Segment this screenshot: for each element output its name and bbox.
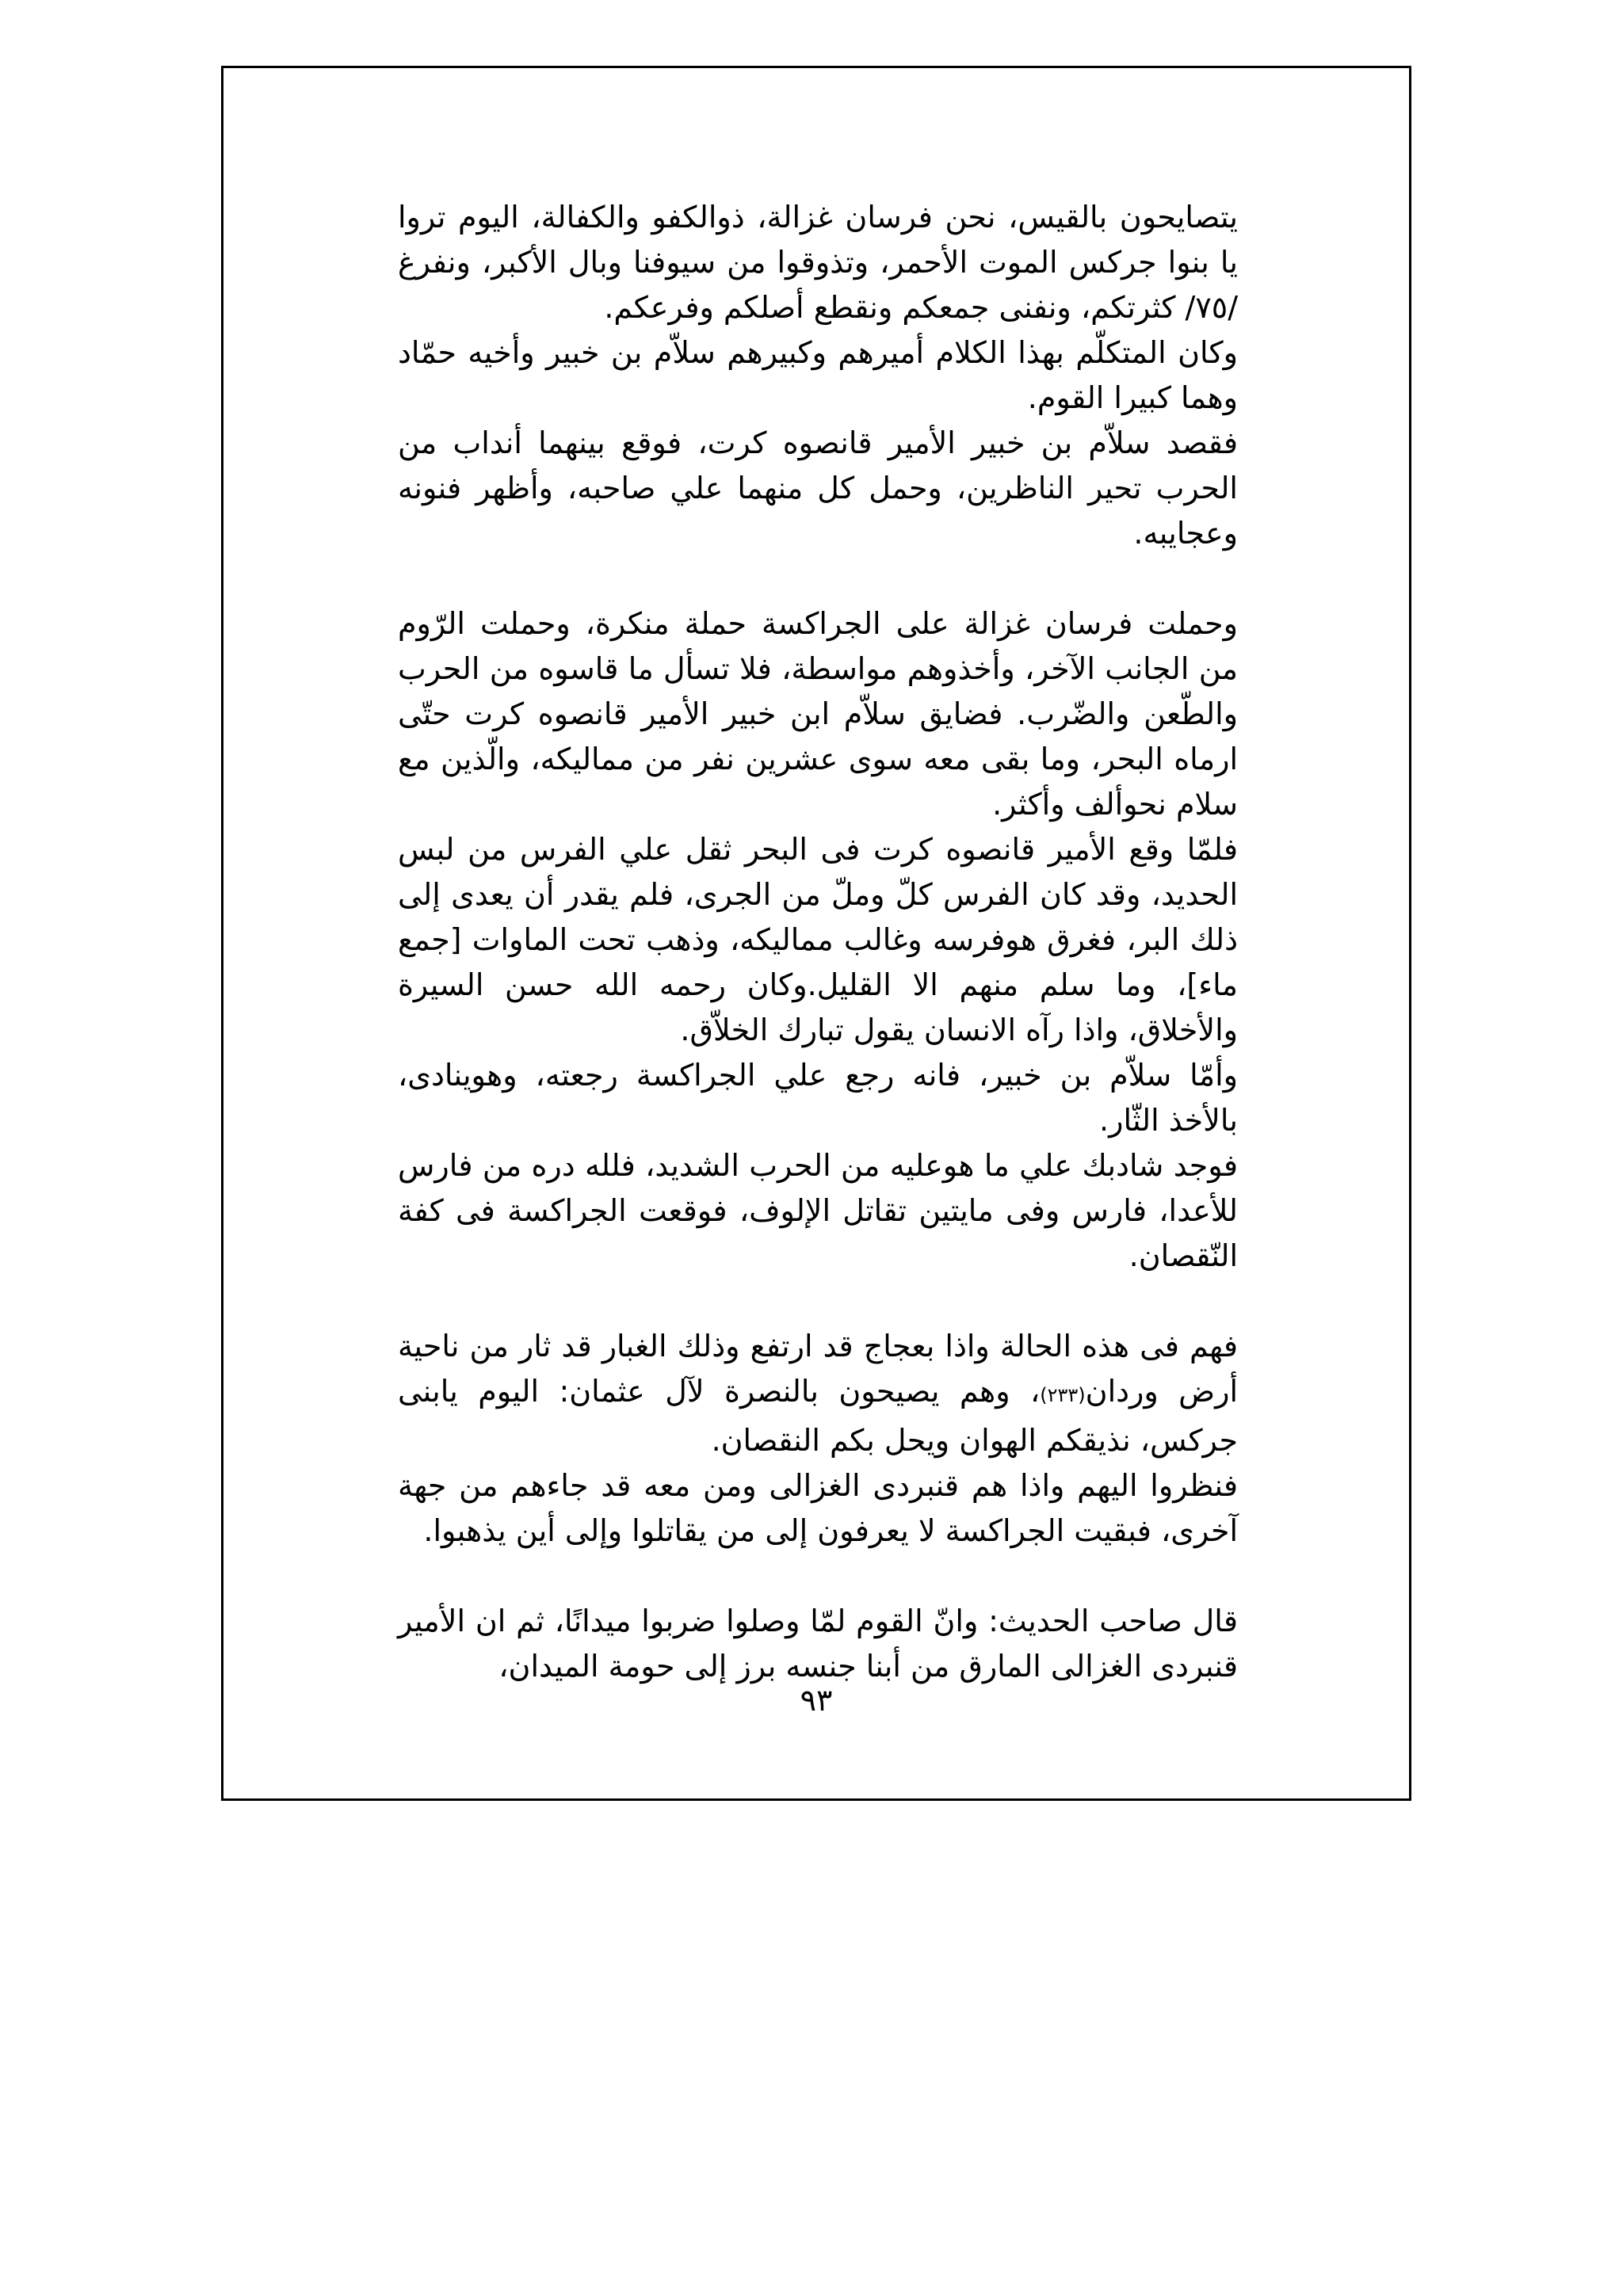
- paragraph-gap: [398, 1279, 1238, 1324]
- paragraph-text: فهم فى هذه الحالة واذا بعجاج قد ارتفع وذلك الغبار قد ثار من ناحية أرض وردان: [398, 1329, 1239, 1409]
- paragraph-text: ، وهم يصيحون بالنصرة لآل عثمان: اليوم يابنى جركس، نذيقكم الهوان ويحل بكم النقصان.: [398, 1374, 1238, 1458]
- paragraph-gap: [398, 1554, 1238, 1599]
- paragraph: فنظروا اليهم واذا هم قنبردى الغزالى ومن معه قد جاءهم من جهة آخرى، فبقيت الجراكسة لا يعرفون إلى من يقاتلوا وإلى أين يذهبوا.: [398, 1468, 1238, 1548]
- body-text: [398, 195, 1238, 1689]
- paragraph: [398, 1324, 1238, 1463]
- paragraph: وأمّا سلاّم بن خبير، فانه رجع علي الجراكسة رجعته، وهوينادى، بالأخذ الثّار.: [398, 1058, 1238, 1138]
- paragraph: فقصد سلاّم بن خبير الأمير قانصوه كرت، فوقع بينهما أنداب من الحرب تحير الناظرين، وحمل كل منهما علي صاحبه، وأظهر فنونه وعجايبه.: [398, 425, 1238, 551]
- paragraph-gap: [398, 556, 1238, 601]
- paragraph: وكان المتكلّم بهذا الكلام أميرهم وكبيرهم سلاّم بن خبير وأخيه حمّاد وهما كبيرا القوم.: [398, 335, 1238, 415]
- footnote-marker: (٢٣٣): [1040, 1384, 1086, 1406]
- paragraph: قال صاحب الحديث: وانّ القوم لمّا وصلوا ضربوا ميدانًا، ثم ان الأمير قنبردى الغزالى المارق من أبنا جنسه برز إلى حومة الميدان،: [398, 1604, 1238, 1684]
- page-number: ٩٣: [800, 1683, 833, 1718]
- page-frame: [221, 66, 1411, 1801]
- paragraph: يتصايحون بالقيس، نحن فرسان غزالة، ذوالكفو والكفالة، اليوم تروا يا بنوا جركس الموت الأحمر، وتذوقوا من سيوفنا وبال الأكبر، ونفرغ /٧٥/ كثرتكم، ونفنى جمعكم ونقطع أصلكم وفرعكم.: [398, 200, 1238, 325]
- paragraph: وحملت فرسان غزالة على الجراكسة حملة منكرة، وحملت الرّوم من الجانب الآخر، وأخذوهم مواسطة، فلا تسأل ما قاسوه من الحرب والطّعن والضّرب. فضايق سلاّم ابن خبير الأمير قانصوه كرت حتّى ارماه البحر، وما بقى معه سوى عشرين نفر من مماليكه، والّذين مع سلام نحوألف وأكثر.: [398, 606, 1238, 822]
- paragraph: فلمّا وقع الأمير قانصوه كرت فى البحر ثقل علي الفرس من لبس الحديد، وقد كان الفرس كلّ وملّ من الجرى، فلم يقدر أن يعدى إلى ذلك البر، فغرق هوفرسه وغالب مماليكه، وذهب تحت الماوات [جمع ماء]، وما سلم منهم الا القليل.وكان رحمه الله حسن السيرة والأخلاق، واذا رآه الانسان يقول تبارك الخلاّق.: [398, 832, 1238, 1047]
- paragraph: فوجد شادبك علي ما هوعليه من الحرب الشديد، فلله دره من فارس للأعدا، فارس وفى مايتين تقاتل الإلوف، فوقعت الجراكسة فى كفة النّقصان.: [398, 1148, 1238, 1273]
